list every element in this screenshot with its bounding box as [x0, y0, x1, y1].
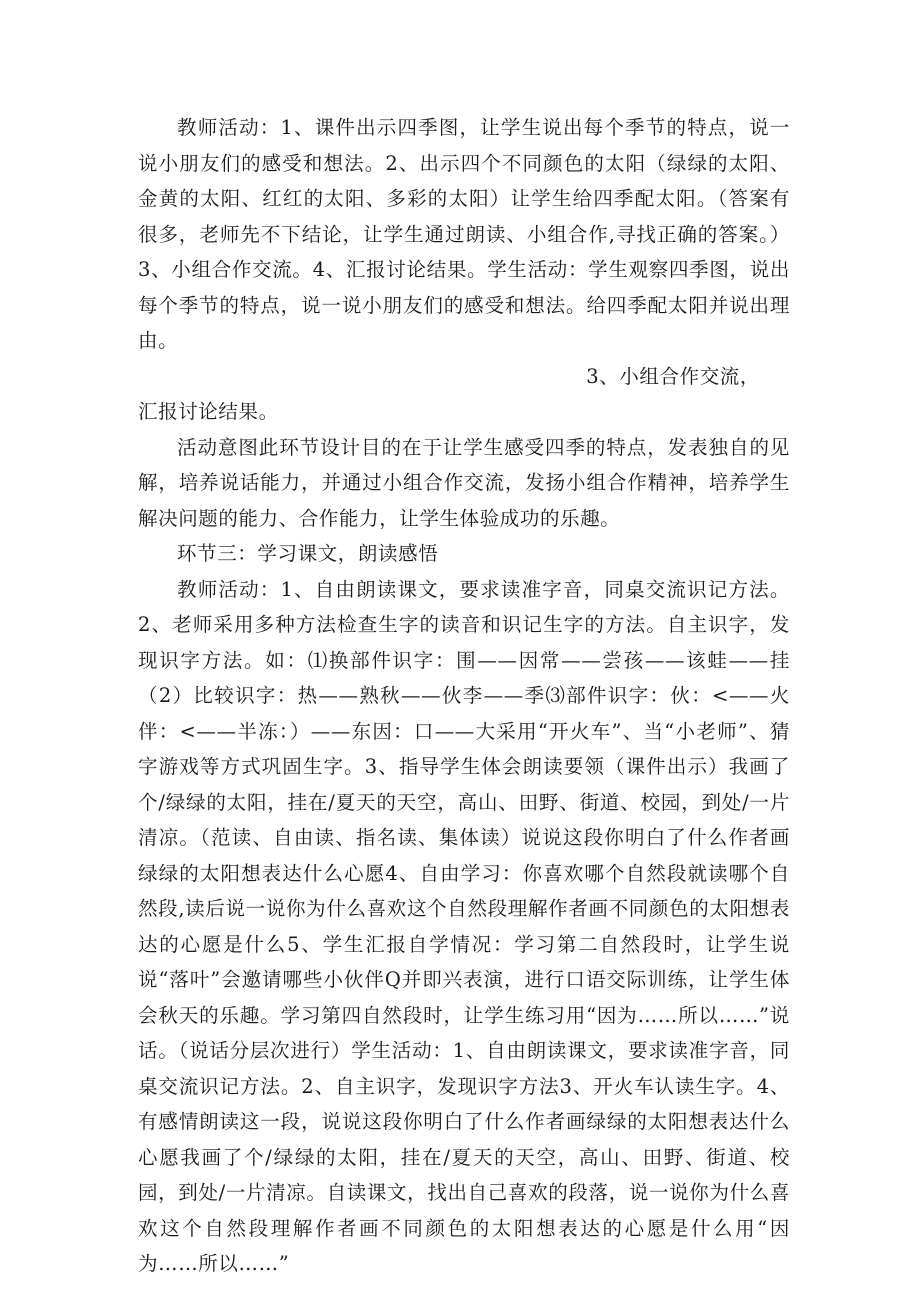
paragraph-teacher-activity-seasons: 教师活动：1、课件出示四季图，让学生说出每个季节的特点，说一说小朋友们的感受和想法。2、出示四个不同颜色的太阳（绿绿的太阳、金黄的太阳、红红的太阳、多彩的太阳）让学生给四季配太阳。（答案有很多，老师先不下结论，让学生通过朗读、小组合作,寻找正确的答案。）3、小组合作交流。4、汇报讨论结果。学生活动：学生观察四季图，说出每个季节的特点，说一说小朋友们的感受和想法。给四季配太阳并说出理由。 — [138, 116, 790, 352]
paragraph-teacher-activity-reading: 教师活动：1、自由朗读课文，要求读准字音，同桌交流识记方法。2、老师采用多种方法检查生字的读音和识记生字的方法。自主识字，发现识字方法。如：⑴换部件识字：围——因常——尝孩——该蛙——挂（2）比较识字：热——熟秋——伙李——季⑶部件识字：伙：<——火伴：<——半冻：）——东因：口——大采用“开火车”、当“小老师”、猜字游戏等方式巩固生字。3、指导学生体会朗读要领（课件出示）我画了个/绿绿的太阳，挂在/夏天的天空，高山、田野、街道、校园，到处/一片清凉。（范读、自由读、指名读、集体读）说说这段你明白了什么作者画绿绿的太阳想表达什么心愿4、自由学习：你喜欢哪个自然段就读哪个自然段,读后说一说你为什么喜欢这个自然段理解作者画不同颜色的太阳想表达的心愿是什么5、学生汇报自学情况：学习第二自然段时，让学生说说“落叶”会邀请哪些小伙伴Q并即兴表演，进行口语交际训练，让学生体会秋天的乐趣。学习第四自然段时，让学生练习用“因为……所以……”说话。（说话分层次进行）学生活动：1、自由朗读课文，要求读准字音，同桌交流识记方法。2、自主识字，发现识字方法3、开火车认读生字。4、有感情朗读这一段，说说这段你明白了什么作者画绿绿的太阳想表达什么心愿我画了个/绿绿的太阳，挂在/夏天的天空，高山、田野、街道、校园，到处/一片清凉。自读课文，找出自己喜欢的段落，说一说你为什么喜欢这个自然段理解作者画不同颜色的太阳想表达的心愿是什么用“因为……所以……” — [138, 577, 790, 1275]
document-body — [138, 110, 790, 1282]
paragraph-activity-intent: 活动意图此环节设计目的在于让学生感受四季的特点，发表独自的见解，培养说话能力，并通过小组合作交流，发扬小组合作精神，培养学生解决问题的能力、合作能力，让学生体验成功的乐趣。 — [138, 435, 790, 530]
paragraph-group-exchange: 3、小组合作交流， — [586, 364, 760, 388]
section-heading-step-three: 环节三：学习课文，朗读感悟 — [177, 542, 439, 565]
paragraph-report-results: 汇报讨论结果。 — [138, 400, 279, 423]
